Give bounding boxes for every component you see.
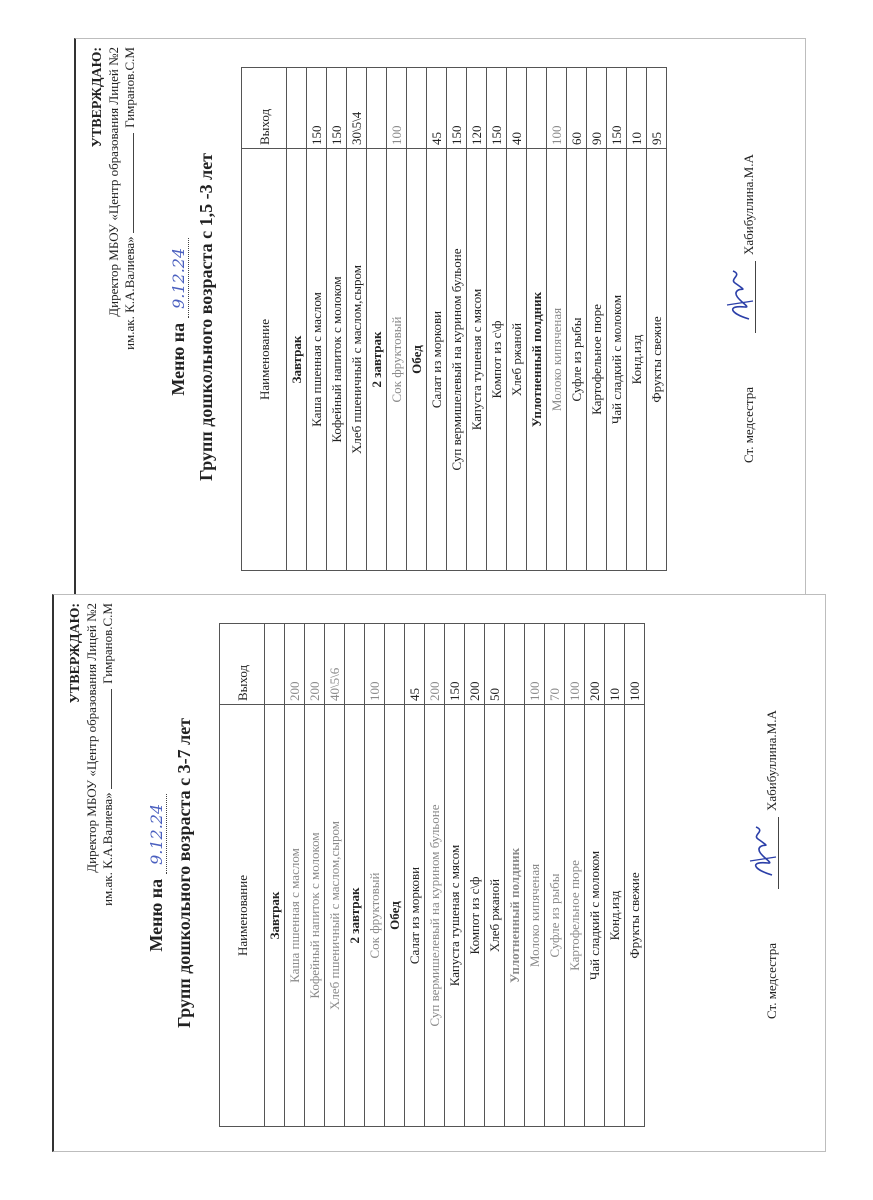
portion-output: 100 (365, 624, 385, 705)
dish-name: Суфле из рыбы (545, 705, 565, 1127)
nurse-role: Ст. медсестра (764, 942, 779, 1019)
portion-output: 70 (545, 624, 565, 705)
portion-output: 40 (507, 68, 527, 149)
dish-name: Чай сладкий с молоком (585, 705, 605, 1127)
portion-output (367, 68, 387, 149)
approval-line-1: Директор МБОУ «Центр образования Лицей №2 (106, 47, 121, 317)
table-row (327, 68, 347, 571)
table-row (487, 68, 507, 571)
portion-output: 150 (487, 68, 507, 149)
dish-name: Фрукты свежие (647, 149, 667, 571)
table-row (347, 68, 367, 571)
table-row (447, 68, 467, 571)
dish-name: Хлеб пшеничный с маслом,сыром (347, 149, 367, 571)
table-row (525, 624, 545, 1127)
menu-title (168, 39, 189, 595)
portion-output: 100 (387, 68, 407, 149)
portion-output (385, 624, 405, 705)
table-row (505, 624, 525, 1127)
table-row (407, 68, 427, 571)
table-row (307, 68, 327, 571)
portion-output: 150 (327, 68, 347, 149)
table-row (605, 624, 625, 1127)
dish-name: Молоко кипяченая (525, 705, 545, 1127)
dish-name: Компот из с\ф (487, 149, 507, 571)
table-row (385, 624, 405, 1127)
table-row (285, 624, 305, 1127)
table-row (547, 68, 567, 571)
approval-block (90, 47, 138, 350)
dish-name: Сок фруктовый (387, 149, 407, 571)
table-row (265, 624, 285, 1127)
portion-output: 45 (405, 624, 425, 705)
dish-name: Капуста тушеная с мясом (445, 705, 465, 1127)
portion-output: 100 (565, 624, 585, 705)
table-row (545, 624, 565, 1127)
portion-output: 200 (425, 624, 445, 705)
portion-output (287, 68, 307, 149)
portion-output: 100 (547, 68, 567, 149)
portion-output (527, 68, 547, 149)
dish-name: Капуста тушеная с мясом (467, 149, 487, 571)
group-title: Групп дошкольного возраста с 1,5 -3 лет (196, 152, 216, 482)
nurse-name: Хабибуллина.М.А (764, 710, 779, 811)
table-row (585, 624, 605, 1127)
nurse-role: Ст. медсестра (741, 386, 756, 463)
portion-output (407, 68, 427, 149)
menu-table-body (265, 624, 645, 1127)
section-heading: 2 завтрак (367, 149, 387, 571)
approval-heading: УТВЕРЖДАЮ: (68, 603, 83, 704)
table-row (567, 68, 587, 571)
portion-output: 200 (465, 624, 485, 705)
section-heading: Завтрак (287, 149, 307, 571)
menu-date: 9.12.24 (169, 238, 189, 318)
table-row (325, 624, 345, 1127)
approval-line-1: Директор МБОУ «Центр образования Лицей №2 (84, 603, 99, 873)
portion-output: 100 (525, 624, 545, 705)
portion-output (265, 624, 285, 705)
dish-name: Чай сладкий с молоком (607, 149, 627, 571)
table-row (445, 624, 465, 1127)
portion-output (345, 624, 365, 705)
portion-output: 150 (307, 68, 327, 149)
table-row (647, 68, 667, 571)
dish-name: Хлеб пшеничный с маслом,сыром (325, 705, 345, 1127)
portion-output: 40\5\6 (325, 624, 345, 705)
table-row (427, 68, 447, 571)
section-heading: Уплотненный полдник (505, 705, 525, 1127)
portion-output: 90 (587, 68, 607, 149)
section-heading: Обед (407, 149, 427, 571)
section-heading: Обед (385, 705, 405, 1127)
portion-output: 10 (627, 68, 647, 149)
nurse-signature-line (778, 817, 779, 889)
approval-org: им.ак. К.А.Валиева» (122, 236, 137, 350)
approval-line-2 (122, 47, 138, 350)
group-title: Групп дошкольного возраста с 3-7 лет (174, 717, 194, 1029)
nurse-signature-icon (723, 267, 757, 327)
portion-output: 50 (485, 624, 505, 705)
signature-line (111, 689, 112, 789)
approval-heading: УТВЕРЖДАЮ: (90, 47, 105, 148)
menu-date: 9.12.24 (147, 794, 167, 874)
portion-output: 60 (567, 68, 587, 149)
nurse-signature-line (755, 261, 756, 333)
dish-name: Салат из моркови (427, 149, 447, 571)
section-heading: Уплотненный полдник (527, 149, 547, 571)
dish-name: Суфле из рыбы (567, 149, 587, 571)
table-row (587, 68, 607, 571)
menu-table (241, 67, 667, 571)
dish-name: Конд.изд (605, 705, 625, 1127)
table-row (485, 624, 505, 1127)
portion-output: 200 (285, 624, 305, 705)
menu-title (146, 595, 167, 1151)
section-heading: 2 завтрак (345, 705, 365, 1127)
portion-output: 10 (605, 624, 625, 705)
table-row (345, 624, 365, 1127)
dish-name: Картофельное пюре (565, 705, 585, 1127)
table-row (387, 68, 407, 571)
nurse-signature-icon (746, 823, 780, 883)
approval-line-2 (100, 603, 116, 906)
table-row (367, 68, 387, 571)
dish-name: Компот из с\ф (465, 705, 485, 1127)
dish-name: Суп вермишелевый на курином бульоне (425, 705, 445, 1127)
dish-name: Конд.изд (627, 149, 647, 571)
menu-table-body (287, 68, 667, 571)
table-row (527, 68, 547, 571)
approval-org: им.ак. К.А.Валиева» (100, 792, 115, 906)
signature-line (133, 133, 134, 233)
portion-output: 30\5\4 (347, 68, 367, 149)
table-row (365, 624, 385, 1127)
table-row (465, 624, 485, 1127)
table-row (425, 624, 445, 1127)
dish-name: Суп вермишелевый на курином бульоне (447, 149, 467, 571)
dish-name: Каша пшенная с маслом (307, 149, 327, 571)
table-row (565, 624, 585, 1127)
approval-block (68, 603, 116, 906)
table-row (405, 624, 425, 1127)
dish-name: Сок фруктовый (365, 705, 385, 1127)
dish-name: Каша пшенная с маслом (285, 705, 305, 1127)
dish-name: Молоко кипяченая (547, 149, 567, 571)
table-row (507, 68, 527, 571)
dish-name: Кофейный напиток с молоком (305, 705, 325, 1127)
menu-label: Меню на (146, 878, 166, 952)
portion-output: 150 (607, 68, 627, 149)
menu-table (219, 623, 645, 1127)
sheet-content (54, 595, 825, 1151)
portion-output: 45 (427, 68, 447, 149)
column-header-output: Выход (242, 68, 287, 149)
portion-output: 200 (585, 624, 605, 705)
portion-output: 150 (447, 68, 467, 149)
menu-label: Меню на (168, 322, 188, 396)
director-name: Гимранов.С.М (122, 47, 137, 128)
menu-sheet-toddlers (74, 38, 806, 596)
nurse-name: Хабибуллина.М.А (741, 154, 756, 255)
table-row (467, 68, 487, 571)
dish-name: Фрукты свежие (625, 705, 645, 1127)
table-row (305, 624, 325, 1127)
dish-name: Хлеб ржаной (507, 149, 527, 571)
portion-output: 100 (625, 624, 645, 705)
portion-output: 120 (467, 68, 487, 149)
column-header-name: Наименование (220, 705, 265, 1127)
table-header (220, 624, 265, 1127)
sheet-content (76, 39, 805, 595)
column-header-output: Выход (220, 624, 265, 705)
portion-output (505, 624, 525, 705)
table-row (607, 68, 627, 571)
section-heading: Завтрак (265, 705, 285, 1127)
director-name: Гимранов.С.М (100, 603, 115, 684)
table-row (627, 68, 647, 571)
dish-name: Картофельное пюре (587, 149, 607, 571)
table-row (625, 624, 645, 1127)
table-header (242, 68, 287, 571)
dish-name: Салат из моркови (405, 705, 425, 1127)
column-header-name: Наименование (242, 149, 287, 571)
portion-output: 200 (305, 624, 325, 705)
table-row (287, 68, 307, 571)
dish-name: Хлеб ржаной (485, 705, 505, 1127)
menu-sheet-preschool (52, 594, 826, 1152)
portion-output: 95 (647, 68, 667, 149)
portion-output: 150 (445, 624, 465, 705)
dish-name: Кофейный напиток с молоком (327, 149, 347, 571)
